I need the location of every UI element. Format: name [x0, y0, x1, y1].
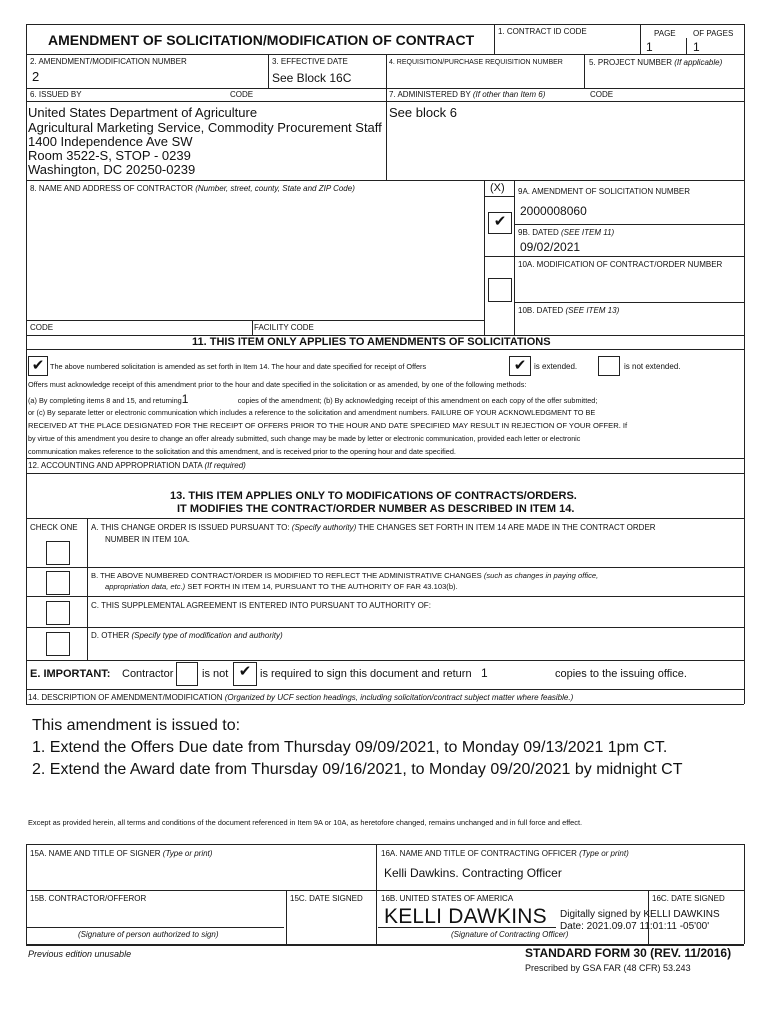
- facility-code-label: FACILITY CODE: [254, 323, 314, 332]
- is-extended-checkbox[interactable]: ✔: [509, 356, 531, 376]
- contractor-date-label: 15C. DATE SIGNED: [290, 894, 363, 903]
- form-title: AMENDMENT OF SOLICITATION/MODIFICATION OF CONTRACT: [48, 32, 475, 48]
- rule: [386, 54, 387, 88]
- other-checkbox[interactable]: [46, 632, 70, 656]
- effective-date-label: 3. EFFECTIVE DATE: [272, 57, 348, 66]
- issued-by-label: 6. ISSUED BY: [30, 90, 82, 99]
- option-c-text: C. THIS SUPPLEMENTAL AGREEMENT IS ENTERED INTO PURSUANT TO AUTHORITY OF:: [91, 601, 431, 610]
- rule: [26, 24, 744, 25]
- officer-name-note: (Type or print): [579, 849, 629, 858]
- option-b-modified: B. THE ABOVE NUMBERED CONTRACT/ORDER IS MODIFIED TO REFLECT THE ADMINISTRATIVE CHANGES: [91, 571, 482, 580]
- rule: [378, 927, 556, 928]
- amendment-solicitation-label: 9A. AMENDMENT OF SOLICITATION NUMBER: [518, 187, 691, 196]
- dated-9b-text: 9B. DATED: [518, 228, 559, 237]
- issued-by-line: United States Department of Agriculture: [28, 105, 258, 120]
- section-13-heading: 13. THIS ITEM APPLIES ONLY TO MODIFICATIONS OF CONTRACTS/ORDERS.: [170, 490, 577, 502]
- officer-signature: KELLI DAWKINS: [384, 905, 547, 928]
- officer-signature-note: (Signature of Contracting Officer): [451, 930, 569, 939]
- rule: [26, 927, 284, 928]
- section-11-text: [28, 393, 597, 407]
- dated-9b-value: 09/02/2021: [520, 240, 581, 254]
- is-extended-label: is extended.: [534, 362, 578, 371]
- rule: [640, 24, 641, 54]
- supplemental-agreement-checkbox[interactable]: [46, 601, 70, 625]
- copies-value: 1: [181, 392, 189, 406]
- rule: [514, 180, 515, 335]
- rule: [514, 302, 744, 303]
- officer-name-text: 16A. NAME AND TITLE OF CONTRACTING OFFICER: [381, 849, 577, 858]
- administered-by-label: [389, 90, 545, 100]
- is-not-checkbox[interactable]: [176, 662, 198, 686]
- option-a-text-2: NUMBER IN ITEM 10A.: [105, 535, 190, 544]
- administered-by-value: See block 6: [389, 105, 457, 120]
- signer-name-label: [30, 849, 212, 859]
- rule: [376, 844, 377, 944]
- accounting-text: 12. ACCOUNTING AND APPROPRIATION DATA: [28, 461, 203, 470]
- issued-by-line: Agricultural Marketing Service, Commodity Procurement Staff: [28, 120, 382, 135]
- is-not-extended-label: is not extended.: [624, 362, 681, 371]
- except-clause: Except as provided herein, all terms and conditions of the document referenced in Item 9A or 10A, as heretofore changed, remains unchanged and in full force and effect.: [28, 818, 583, 827]
- officer-name-value: Kelli Dawkins. Contracting Officer: [384, 866, 562, 880]
- rule: [26, 596, 744, 597]
- contractor-offeror-label: 15B. CONTRACTOR/OFFEROR: [30, 894, 147, 903]
- rule: [494, 24, 495, 54]
- contractor-text: 8. NAME AND ADDRESS OF CONTRACTOR: [30, 184, 193, 193]
- option-b-such-as: (such as changes in paying office,: [483, 571, 599, 580]
- prescribed-by: Prescribed by GSA FAR (48 CFR) 53.243: [525, 963, 691, 973]
- rule: [744, 844, 745, 944]
- of-pages-value: 1: [693, 40, 700, 54]
- option-b-text-2: [105, 581, 458, 593]
- rule: [26, 349, 744, 350]
- rule: [26, 518, 744, 519]
- rule: [252, 320, 253, 335]
- rule: [26, 689, 744, 690]
- rule: [286, 890, 287, 944]
- project-number-text: 5. PROJECT NUMBER: [589, 58, 672, 67]
- modification-checkbox[interactable]: [488, 278, 512, 302]
- important-required: is required to sign this document and return: [260, 668, 472, 680]
- administered-by-note: (If other than Item 6): [472, 90, 546, 99]
- method-b-text: copies of the amendment; (b) By acknowledging receipt of this amendment on each copy of the offer submitted;: [237, 396, 598, 405]
- check-one-label: CHECK ONE: [30, 523, 78, 532]
- option-b-far: SET FORTH IN ITEM 14, PURSUANT TO THE AUTHORITY OF FAR 43.103(b).: [187, 582, 458, 591]
- amendment-checkbox[interactable]: ✔: [488, 212, 512, 234]
- rule: [584, 54, 585, 88]
- amendment-solicitation-value: 2000008060: [520, 204, 587, 218]
- issued-by-line: Room 3522-S, STOP - 0239: [28, 148, 191, 163]
- standard-form-title: STANDARD FORM 30 (REV. 11/2016): [525, 946, 732, 960]
- rule: [26, 320, 484, 321]
- effective-date-value: See Block 16C: [272, 71, 352, 85]
- contractor-code-label: CODE: [30, 323, 54, 332]
- issued-by-line: Washington, DC 20250-0239: [28, 162, 196, 177]
- administered-by-text: 7. ADMINISTERED BY: [389, 90, 471, 99]
- rule: [26, 567, 744, 568]
- signer-name-text: 15A. NAME AND TITLE OF SIGNER: [30, 849, 161, 858]
- rule: [26, 844, 744, 845]
- page-label: PAGE: [654, 29, 676, 38]
- rule: [26, 844, 27, 944]
- option-a-pursuant: A. THIS CHANGE ORDER IS ISSUED PURSUANT TO:: [91, 523, 290, 532]
- page-value: 1: [646, 40, 653, 54]
- administered-by-code-label: CODE: [590, 90, 614, 99]
- is-not-extended-checkbox[interactable]: [598, 356, 620, 376]
- section-13-subheading: IT MODIFIES THE CONTRACT/ORDER NUMBER AS DESCRIBED IN ITEM 14.: [177, 503, 575, 515]
- important-copies-value: 1: [481, 666, 488, 680]
- project-number-label: [589, 58, 722, 68]
- officer-date-label: 16C. DATE SIGNED: [652, 894, 725, 903]
- rule: [514, 224, 744, 225]
- issued-by-code-label: CODE: [230, 90, 254, 99]
- option-d-text: [91, 630, 283, 642]
- contract-id-label: 1. CONTRACT ID CODE: [498, 27, 587, 36]
- option-d-note: (Specify type of modification and authority): [131, 631, 283, 640]
- section-11-heading: 11. THIS ITEM ONLY APPLIES TO AMENDMENTS OF SOLICITATIONS: [192, 336, 551, 348]
- description-body-line: 1. Extend the Offers Due date from Thursday 09/09/2021, to Monday 09/13/2021 1pm CT.: [32, 739, 668, 756]
- amendment-number-label: 2. AMENDMENT/MODIFICATION NUMBER: [30, 57, 187, 66]
- important-contractor: Contractor: [122, 668, 174, 680]
- previous-edition-note: Previous edition unusable: [28, 949, 132, 959]
- is-required-checkbox[interactable]: ✔: [233, 662, 257, 686]
- important-copies-tail: copies to the issuing office.: [555, 668, 687, 680]
- contractor-label: [30, 184, 355, 194]
- rule: [484, 196, 514, 197]
- rule: [484, 256, 744, 257]
- accounting-label: [28, 461, 246, 471]
- dated-9b-label: [518, 228, 614, 238]
- rule: [26, 627, 744, 628]
- rule: [87, 518, 88, 660]
- digital-signature-date: Date: 2021.09.07 11:01:11 -05'00': [560, 921, 710, 932]
- option-d-other: D. OTHER: [91, 631, 130, 640]
- section-11-text: Offers must acknowledge receipt of this amendment prior to the hour and date specified in the solicitation or as amended, by one of the following methods:: [28, 380, 527, 389]
- option-a-changes: THE CHANGES SET FORTH IN ITEM 14 ARE MADE IN THE CONTRACT ORDER: [358, 523, 656, 532]
- rule: [26, 473, 744, 474]
- usa-label: 16B. UNITED STATES OF AMERICA: [381, 894, 514, 903]
- rule: [26, 24, 27, 704]
- important-label: E. IMPORTANT:: [30, 668, 111, 680]
- digital-signature-line: Digitally signed by KELLI DAWKINS: [560, 909, 720, 920]
- dated-9b-note: (SEE ITEM 11): [560, 228, 615, 237]
- section-11-text: RECEIVED AT THE PLACE DESIGNATED FOR THE RECEIPT OF OFFERS PRIOR TO THE HOUR AND DATE SPECIFIED MAY RESULT IN REJECTION OF YOUR OFFER. If: [28, 421, 628, 430]
- change-order-checkbox[interactable]: [46, 541, 70, 565]
- description-note: (Organized by UCF section headings, including solicitation/contract subject matter where feasible.): [224, 693, 574, 702]
- accounting-note: (If required): [204, 461, 246, 470]
- option-a-authority: (Specify authority): [291, 523, 357, 532]
- dated-10b-text: 10B. DATED: [518, 306, 564, 315]
- rule: [26, 704, 744, 705]
- solicitation-amended-text: The above numbered solicitation is amended as set forth in Item 14. The hour and date specified for receipt of Offers: [50, 362, 427, 371]
- rule: [26, 101, 744, 102]
- section-11-text: communication makes reference to the solicitation and this amendment, and is received prior to the opening hour and date specified.: [28, 447, 456, 456]
- solicitation-amended-checkbox[interactable]: ✔: [28, 356, 48, 376]
- section-11-text: by virtue of this amendment you desire to change an offer already submitted, such change may be made by letter or electronic communication, provided each letter or electronic: [28, 435, 581, 443]
- rule: [484, 180, 485, 335]
- rule: [26, 458, 744, 459]
- admin-changes-checkbox[interactable]: [46, 571, 70, 595]
- amendment-number-value: 2: [32, 69, 40, 84]
- dated-10b-label: [518, 306, 619, 316]
- rule: [26, 890, 744, 891]
- description-body-line: 2. Extend the Award date from Thursday 09/16/2021, to Monday 09/20/2021 by midnight CT: [32, 761, 683, 778]
- of-pages-label: OF PAGES: [693, 29, 734, 38]
- description-body-line: This amendment is issued to:: [32, 717, 241, 734]
- important-is-not: is not: [202, 668, 229, 680]
- dated-10b-note: (SEE ITEM 13): [565, 306, 620, 315]
- x-mark-label: (X): [490, 182, 505, 194]
- option-b-appropriation: appropriation data, etc.): [105, 582, 186, 591]
- signer-name-note: (Type or print): [162, 849, 213, 858]
- description-text: 14. DESCRIPTION OF AMENDMENT/MODIFICATION: [28, 693, 223, 702]
- rule: [26, 180, 744, 181]
- rule: [26, 88, 744, 89]
- description-label: [28, 693, 573, 703]
- section-11-text: or (c) By separate letter or electronic communication which includes a reference to the solicitation and amendment numbers. FAILURE OF YOUR ACKNOWLEDGMENT TO BE: [28, 408, 596, 417]
- rule: [268, 54, 269, 88]
- method-a-text: (a) By completing items 8 and 15, and returning: [28, 396, 182, 405]
- rule: [744, 24, 745, 704]
- rule: [26, 660, 744, 661]
- modification-contract-label: 10A. MODIFICATION OF CONTRACT/ORDER NUMBER: [518, 260, 723, 269]
- requisition-label: 4. REQUISITION/PURCHASE REQUISITION NUMBER: [389, 59, 563, 66]
- rule: [686, 38, 687, 54]
- contractor-note: (Number, street, county, State and ZIP Code): [195, 184, 355, 193]
- issued-by-line: 1400 Independence Ave SW: [28, 134, 193, 149]
- officer-name-label: [381, 849, 629, 859]
- contractor-signature-note: (Signature of person authorized to sign): [78, 930, 219, 939]
- rule: [26, 54, 744, 55]
- option-a-text: [91, 522, 656, 534]
- project-number-note: (If applicable): [674, 58, 723, 67]
